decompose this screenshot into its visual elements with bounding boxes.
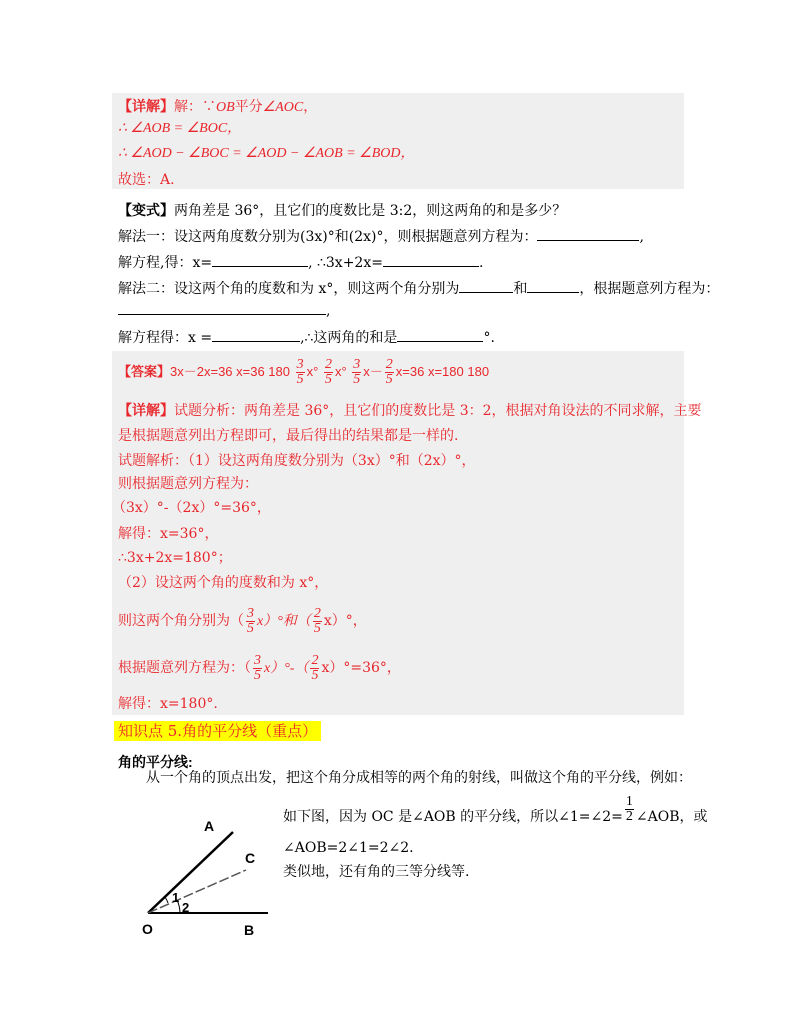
detail-line-11: 解得：x=180°. — [118, 696, 218, 712]
text: , ∴3x+2x= — [308, 255, 383, 271]
solution-line-4: 故选：A. — [118, 172, 175, 188]
half-fraction: $\frac{1}{2}$ — [625, 793, 633, 824]
example-line-1 — [283, 793, 708, 837]
method1-line: 解法一：设这两角度数分别为(3x)°和(2x)°，则根据题意列方程为： , — [118, 226, 644, 247]
fraction: $\frac{2}{5}$ — [324, 357, 332, 388]
label-a: A — [204, 818, 215, 834]
definition-text: 从一个角的顶点出发，把这个角分成相等的两个角的射线，叫做这个角的平分线，例如： — [146, 770, 692, 786]
method2-equation-line — [118, 300, 330, 321]
text: ， — [303, 99, 318, 115]
detail-tag: 【详解】 — [118, 402, 174, 418]
solution-line-1 — [118, 96, 317, 118]
question-text: 两角差是 36°，且它们的度数比是 3:2，则这两角的和是多少？ — [174, 203, 567, 219]
detail-line-5: （3x）°-（2x）°=36°， — [112, 500, 271, 516]
blank-field — [383, 252, 479, 267]
blank-field — [118, 300, 326, 315]
label-o: O — [142, 921, 153, 937]
fraction: $\frac{3}{5}$ — [247, 605, 254, 636]
text: , — [326, 303, 331, 319]
blank-field — [212, 327, 300, 342]
blank-field — [459, 278, 513, 293]
fraction: $\frac{2}{5}$ — [311, 652, 319, 683]
fraction: $\frac{2}{5}$ — [385, 357, 393, 388]
text: x）°=36°， — [321, 660, 401, 676]
fraction: $\frac{2}{5}$ — [313, 605, 321, 636]
text: 解法二：设这两个角的度数和为 x°，则这两个角分别为 — [118, 281, 460, 297]
text: ，根据题意列方程为： — [579, 281, 720, 297]
blank-field — [537, 226, 639, 241]
text: . — [478, 255, 484, 271]
text: x）°-（ — [264, 661, 309, 676]
detail-line-6: 解得：x=36°， — [118, 526, 219, 542]
angle-arc-1 — [165, 897, 168, 903]
example-line-2: ∠AOB=2∠1=2∠2. — [283, 840, 414, 856]
angle-bisector-figure — [138, 812, 278, 942]
ray-oa — [148, 832, 233, 913]
fraction: $\frac{3}{5}$ — [254, 652, 261, 683]
text: 3x－2x=36 x=36 180 — [170, 364, 290, 379]
text: ,∴这两角的和是 — [300, 330, 398, 346]
math: ∠AOC — [262, 100, 304, 115]
label-b: B — [244, 922, 255, 938]
blank-field — [527, 278, 579, 293]
label-angle-1: 1 — [172, 890, 180, 905]
fraction: $\frac{3}{5}$ — [353, 357, 361, 388]
label-angle-2: 2 — [182, 900, 190, 915]
section-title: 知识点 5.角的平分线（重点） — [114, 721, 321, 741]
text: x° — [306, 364, 319, 379]
math: OB — [216, 100, 235, 115]
text: x－ — [363, 364, 383, 379]
detail-line-3: 试题解析：（1）设这两角度数分别为（3x）°和（2x）°， — [118, 453, 476, 469]
question-line — [118, 200, 566, 221]
text: x）°， — [323, 613, 367, 629]
answer-tag: 【答案】 — [118, 364, 171, 379]
text: 解方程得：x = — [118, 330, 213, 346]
text: 解法一：设这两角度数分别为(3x)°和(2x)°，则根据题意列方程为： — [118, 229, 538, 245]
method2-line — [118, 278, 719, 299]
text: ∠AOB，或 — [635, 809, 708, 825]
detail-line-2: 是根据题意列出方程即可，最后得出的结果都是一样的. — [118, 428, 459, 444]
text: x=36 x=180 180 — [395, 364, 490, 379]
example-line-3: 类似地，还有角的三等分线等. — [283, 864, 470, 880]
text: 解方程,得：x= — [118, 255, 213, 271]
solution-line-3: ∴ ∠AOD − ∠BOC = ∠AOD − ∠AOB = ∠BOD， — [118, 146, 415, 161]
section-subtitle: 角的平分线: — [118, 754, 193, 770]
solution-line-2: ∴ ∠AOB = ∠BOC， — [118, 121, 242, 136]
text: 如下图，因为 OC 是∠AOB 的平分线，所以∠1=∠2= — [283, 809, 623, 825]
fraction: $\frac{3}{5}$ — [296, 357, 304, 388]
text: 和 — [513, 281, 528, 297]
text: x° — [334, 364, 347, 379]
text: 试题分析：两角差是 36°，且它们的度数比是 3：2，根据对角设法的不同求解，主要 — [174, 403, 702, 419]
detail-line-4: 则根据题意列方程为： — [118, 476, 258, 492]
text: °. — [483, 330, 495, 346]
answer-line — [118, 358, 489, 386]
text: 平分 — [234, 99, 263, 115]
variant-tag: 【变式】 — [118, 202, 174, 218]
detail-line-9 — [118, 604, 367, 638]
text: 则这两个角分别为（ — [118, 613, 244, 629]
detail-line-7: ∴3x+2x=180°； — [118, 550, 232, 566]
blank-field — [212, 252, 308, 267]
text: 解：∵ — [174, 99, 216, 115]
method2-solve-line — [118, 327, 495, 348]
detail-line-8: （2）设这两个角的度数和为 x°， — [118, 575, 329, 591]
label-c: C — [245, 850, 256, 866]
detail-tag: 【详解】 — [118, 98, 174, 114]
detail-line-10 — [118, 651, 401, 685]
text: x）°和（ — [257, 614, 311, 629]
detail-line-1 — [118, 400, 702, 421]
blank-field — [397, 327, 483, 342]
text: 根据题意列方程为：（ — [118, 660, 251, 676]
method1-solve-line — [118, 252, 483, 273]
ray-oc — [148, 870, 246, 913]
